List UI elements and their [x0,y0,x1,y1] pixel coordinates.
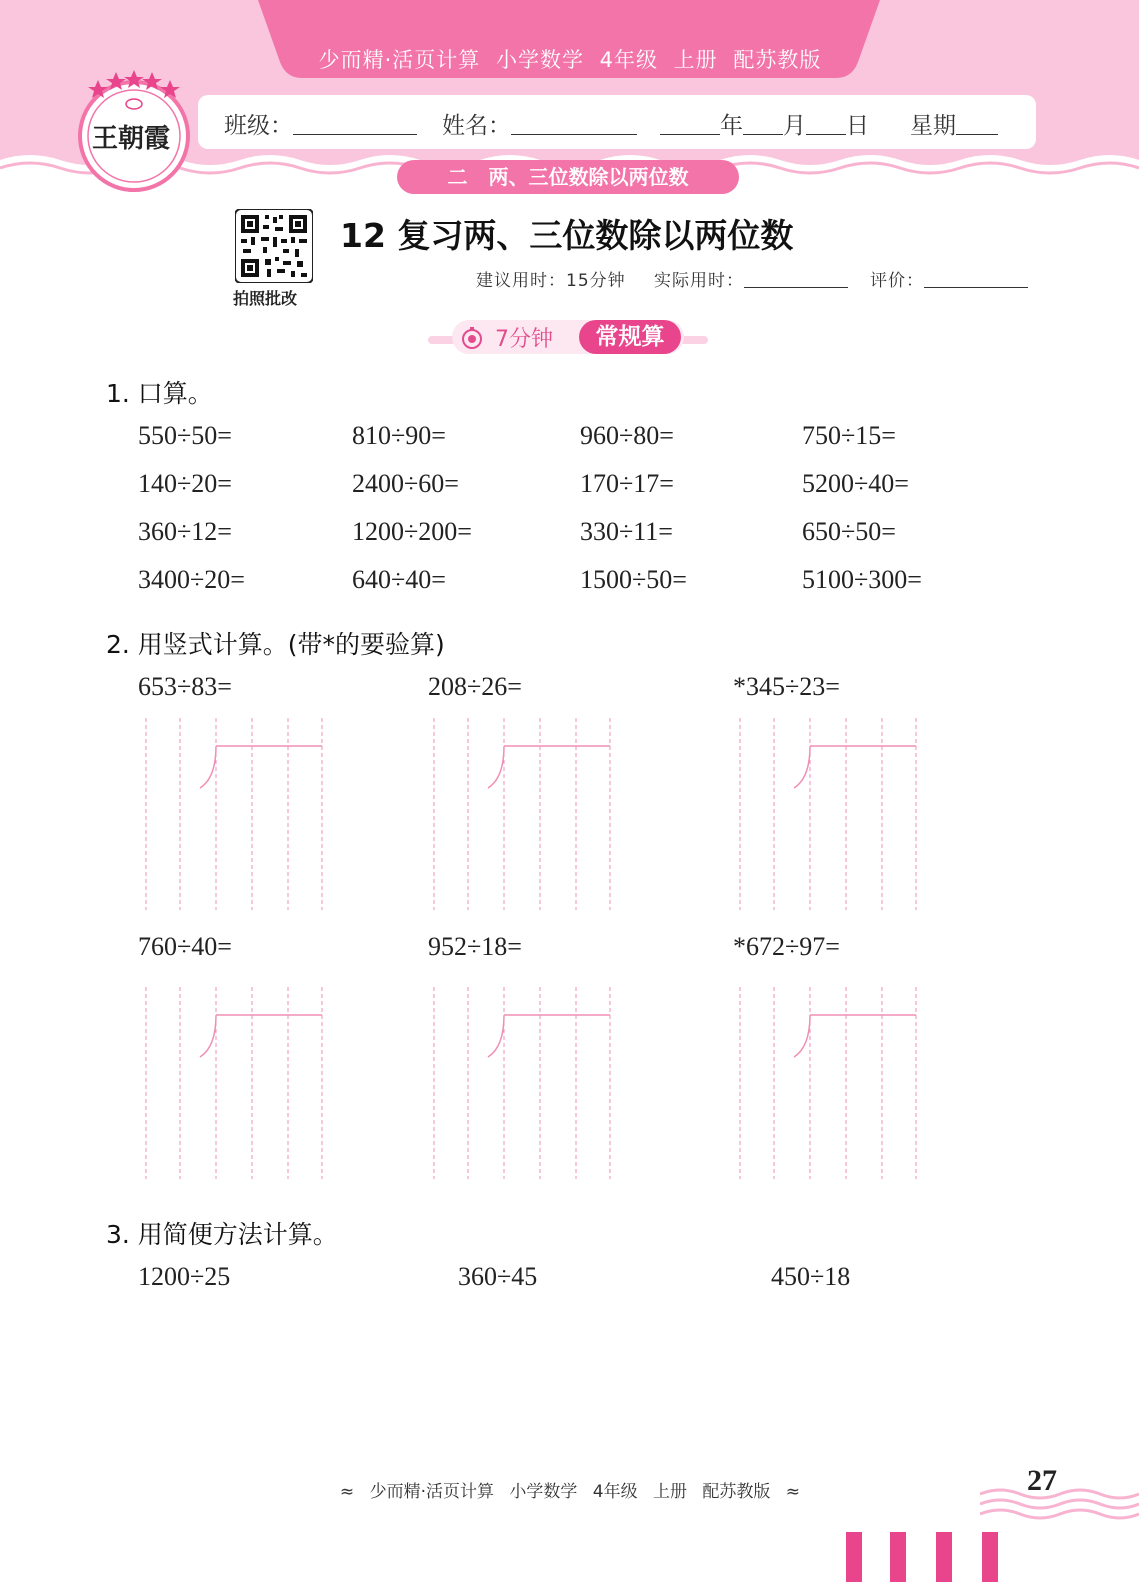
suggested-time: 建议用时：15分钟 [476,271,626,291]
weekday-field[interactable]: 星期 [910,107,998,140]
vertical-problem: 760÷40= [138,932,232,961]
page-number: 27 [1027,1464,1057,1497]
student-info-box [198,95,1036,149]
footer-book-title: ≈ 少而精·活页计算 小学数学 4年级 上册 配苏教版 ≈ [339,1482,801,1502]
mental-problem: 5100÷300= [802,565,922,594]
mental-problem: 330÷11= [580,517,673,546]
section-1-title: 1. 口算。 [106,379,213,408]
simplify-problem: 1200÷25 [138,1262,231,1291]
mental-problem: 550÷50= [138,421,232,450]
vertical-problem: 653÷83= [138,672,232,701]
footer-wave-decoration [980,1480,1139,1520]
mental-problem: 3400÷20= [138,565,245,594]
long-division-grid[interactable] [140,987,340,1187]
qr-code-icon[interactable] [235,209,313,283]
mental-problem: 5200÷40= [802,469,909,498]
stopwatch-icon [460,326,484,350]
long-division-grid[interactable] [140,718,340,918]
mental-problem: 1200÷200= [352,517,472,546]
long-division-grid[interactable] [734,718,934,918]
lesson-title: 12 复习两、三位数除以两位数 [340,216,794,255]
book-title: 少而精·活页计算 小学数学 4年级 上册 配苏教版 [318,48,822,72]
brand-name: 王朝霞 [92,124,171,154]
mental-problem: 360÷12= [138,517,232,546]
vertical-problem: *672÷97= [733,932,840,961]
long-division-grid[interactable] [428,718,628,918]
timer-duration: 7分钟 [495,327,553,352]
mental-problem: 140÷20= [138,469,232,498]
timer-tag: 常规算 [579,320,681,354]
mental-problem: 2400÷60= [352,469,459,498]
vertical-problem: 952÷18= [428,932,522,961]
evaluation-field[interactable]: 评价： [870,266,1028,291]
mental-problem: 170÷17= [580,469,674,498]
mental-problem: 960÷80= [580,421,674,450]
mental-problem: 640÷40= [352,565,446,594]
qr-label: 拍照批改 [233,289,298,308]
date-field[interactable]: 年 月 日 [660,107,869,140]
actual-time-field[interactable]: 实际用时： [654,266,848,291]
mental-problem: 810÷90= [352,421,446,450]
vertical-problem: 208÷26= [428,672,522,701]
simplify-problem: 450÷18 [771,1262,851,1291]
mental-problem: 750÷15= [802,421,896,450]
vertical-problem: *345÷23= [733,672,840,701]
name-field[interactable]: 姓名： [442,107,637,140]
long-division-grid[interactable] [734,987,934,1187]
mental-problem: 650÷50= [802,517,896,546]
mental-problem: 1500÷50= [580,565,687,594]
section-3-title: 3. 用简便方法计算。 [106,1220,338,1249]
long-division-grid[interactable] [428,987,628,1187]
section-2-title: 2. 用竖式计算。(带*的要验算) [106,630,445,659]
simplify-problem: 360÷45 [458,1262,538,1291]
footer-tab-bars [846,1532,1006,1582]
class-field[interactable]: 班级： [224,107,417,140]
chapter-label: 二 两、三位数除以两位数 [397,160,739,194]
